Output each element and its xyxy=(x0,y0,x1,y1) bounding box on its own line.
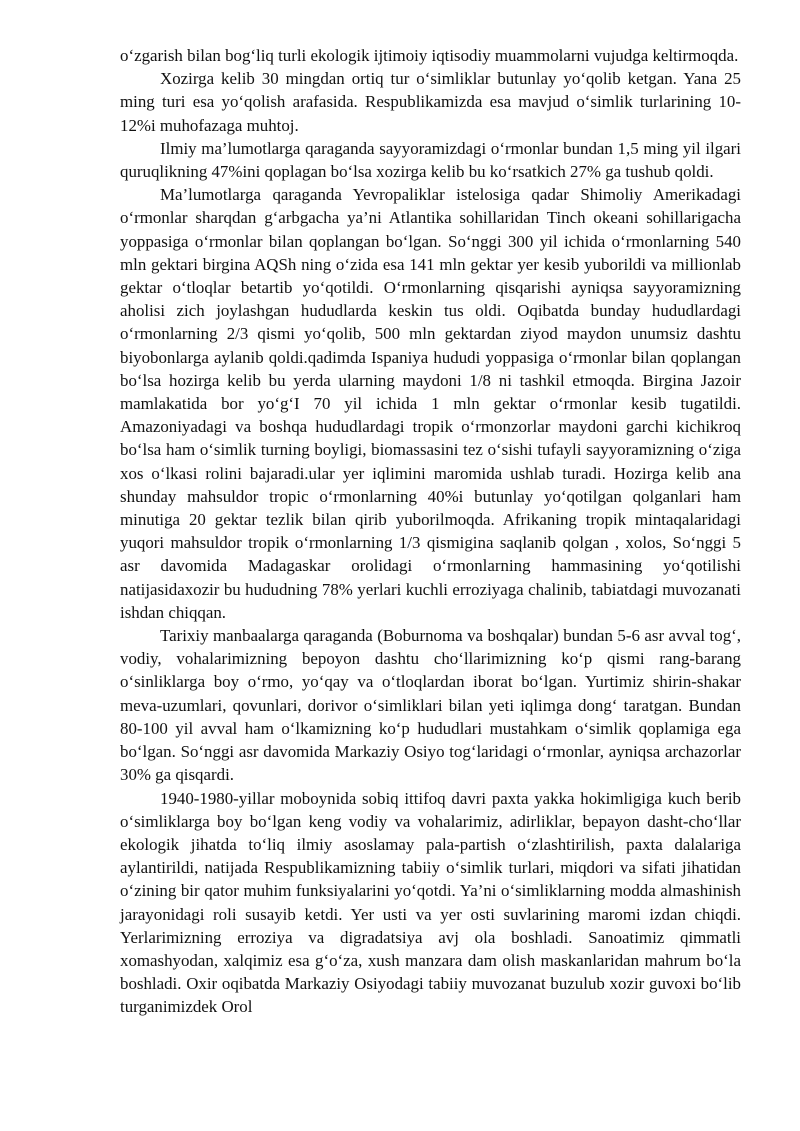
paragraph-historical-sources: Tarixiy manbaalarga qaraganda (Boburnoma va boshqalar) bundan 5-6 asr avval tog‘, vodiy, vohalarimizning bepoyon dashtu cho‘llarimizning ko‘p qismi rang-barang o‘sinliklarga boy o‘rmo, yo‘qay va o‘tloqlardan iborat bo‘lgan. Yurtimiz shirin-shakar meva-uzumlari, qovunlari, dorivor o‘simliklari bilan yeti iqlimga dong‘ taratgan. Bundan 80-100 yil avval ham o‘lkamizning ko‘p hududlari mustahkam o‘simlik qoplamiga ega bo‘lgan. So‘nggi asr davomida Markaziy Osiyo tog‘laridagi o‘rmonlar, ayniqsa archazorlar 30% ga qisqardi. xyxy=(120,626,741,785)
paragraph-extinct-species: Xozirga kelib 30 mingdan ortiq tur o‘simliklar butunlay yo‘qolib ketgan. Yana 25 ming turi esa yo‘qolish arafasida. Respublikamizda esa mavjud o‘simlik turlarining 10-12%i muhofazaga muhtoj. xyxy=(120,69,741,135)
paragraph-continuation: o‘zgarish bilan bog‘liq turli ekologik ijtimoiy iqtisodiy muammolarni vujudga keltirmoqda. xyxy=(120,46,739,65)
paragraph-world-deforestation: Ma’lumotlarga qaraganda Yevropaliklar istelosiga qadar Shimoliy Amerikadagi o‘rmonlar sharqdan g‘arbgacha ya’ni Atlantika sohillaridan Tinch okeani sohillarigacha yoppasiga o‘rmonlar bilan qoplangan bo‘lgan. So‘nggi 300 yil ichida o‘rmonlarning 540 mln gektari birgina AQSh ning o‘zida esa 141 mln gektar yer kesib yuborildi va millionlab gektar o‘tloqlar betartib yo‘qotildi. O‘rmonlarning qisqarishi ayniqsa sayyoramizning aholisi zich joylashgan hududlarda keskin tus oldi. Oqibatda bunday hududlardagi o‘rmonlarning 2/3 qismi yo‘qolib, 500 mln gektardan ziyod maydon unumsiz dashtu biyobonlarga aylanib qoldi.qadimda Ispaniya hududi yoppasiga o‘rmonlar bilan qoplangan bo‘lsa hozirga kelib bu yerda ularning maydoni 1/8 ni tashkil etmoqda. Birgina Jazoir mamlakatida bor yo‘g‘I 70 yil ichida 1 mln gektar o‘rmonlar kesib tugatildi. Amazoniyadagi va boshqa hududlardagi tropik o‘rmonzorlar maydoni garchi kichikroq bo‘lsa ham o‘simlik turning boyligi, biomassasini tez o‘sishi tufayli sayyoramizning o‘ziga xos o‘lkasi rolini bajaradi.ular yer iqlimini maromida ushlab turadi. Hozirga kelib ana shunday mahsuldor tropic o‘rmonlarning 40%i butunlay yo‘qotilgan qolganlari ham minutiga 20 gektar tezlik bilan qirib yuborilmoqda. Afrikaning tropik mintaqalaridagi yuqori mahsuldor tropik o‘rmonlarning 1/3 qismigina saqlanib qolgan , xolos, So‘nggi 5 asr davomida Madagaskar orolidagi o‘rmonlarning hammasining yo‘qotilishi natijasidaxozir bu hududning 78% yerlari kuchli erroziyaga chalinib, tabiatdagi muvozanati ishdan chiqqan. xyxy=(120,185,741,622)
document-page xyxy=(120,44,741,1019)
paragraph-forest-coverage: Ilmiy ma’lumotlarga qaraganda sayyoramizdagi o‘rmonlar bundan 1,5 ming yil ilgari quruqlikning 47%ini qoplagan bo‘lsa xozirga kelib bu ko‘rsatkich 27% ga tushub qoldi. xyxy=(120,138,741,182)
paragraph-soviet-era: 1940-1980-yillar moboynida sobiq ittifoq davri paxta yakka hokimligiga kuch berib o‘simliklarga boy bo‘lgan keng vodiy va vohalarimiz, adirliklar, bepayon dasht-cho‘llar ekologik jihatda to‘liq ilmiy asoslamay pala-partish o‘zlashtirilish, paxta dalalariga aylantirildi, natijada Respublikamizning tabiiy o‘simlik turlari, miqdori va sifati jihatidan o‘zining bir qator muhim funksiyalarini yo‘qotdi. Ya’ni o‘simliklarning modda almashinish jarayonidagi roli susayib ketdi. Yer usti va yer osti suvlarining maromi izdan chiqdi. Yerlarimizning erroziya va digradatsiya avj ola boshladi. Sanoatimiz qimmatli xomashyodan, xalqimiz esa g‘o‘za, xush manzara dam olish maskanlaridan mahrum bo‘la boshladi. Oxir oqibatda Markaziy Osiyodagi tabiiy muvozanat buzulub xozir guvoxi bo‘lib turganimizdek Orol xyxy=(120,788,741,1017)
